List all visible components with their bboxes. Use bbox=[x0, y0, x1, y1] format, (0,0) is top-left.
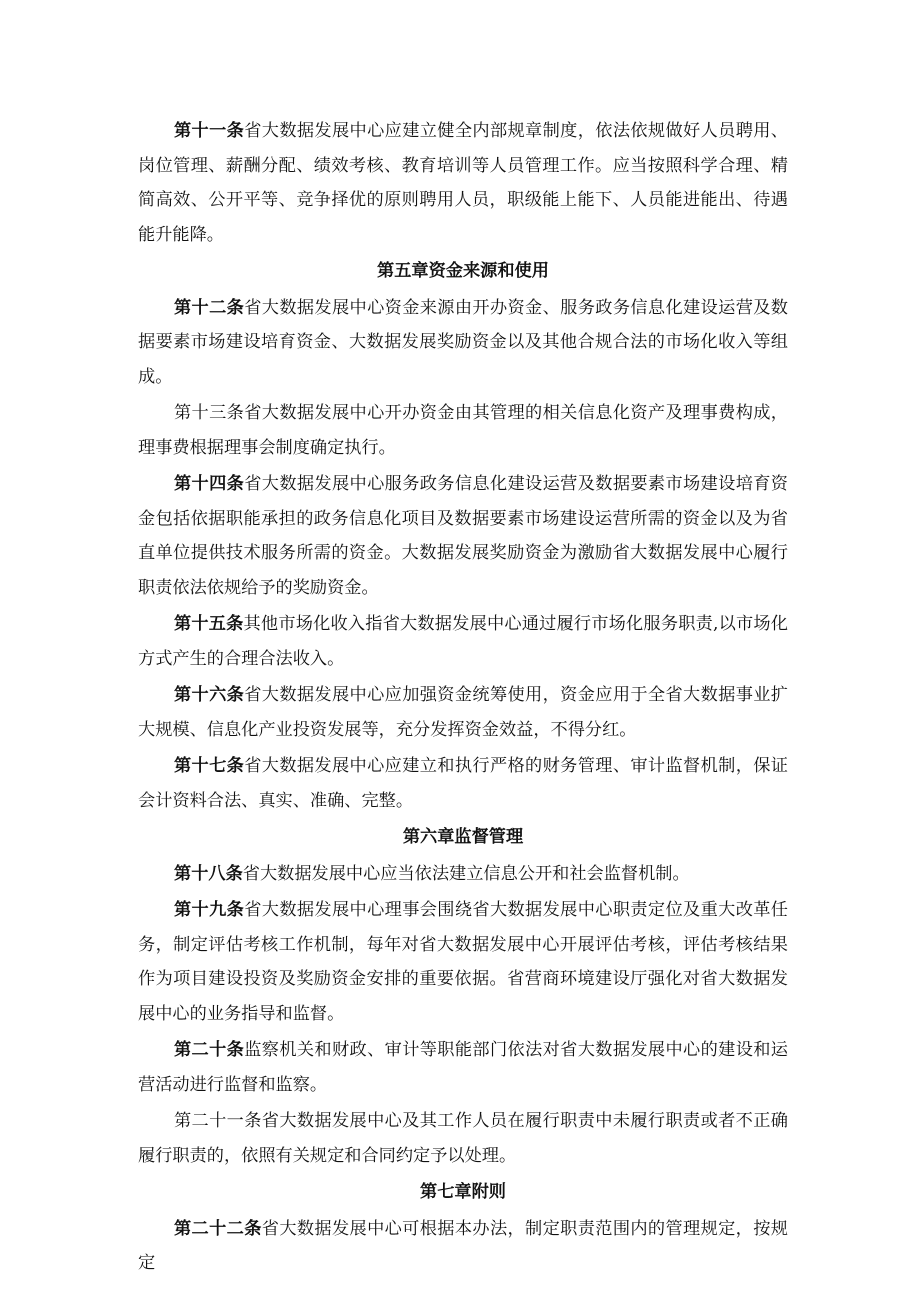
article-14 bbox=[138, 467, 788, 605]
article-text: 省大数据发展中心及其工作人员在履行职责中未履行职责或者不正确履行职责的，依照有关规定和合同约定予以处理。 bbox=[138, 1111, 788, 1166]
article-text: 省大数据发展中心可根据本办法，制定职责范围内的管理规定，按规定 bbox=[138, 1218, 788, 1273]
article-number: 第十一条 bbox=[174, 121, 245, 141]
article-number: 第十七条 bbox=[174, 756, 245, 776]
chapter-6-heading: 第六章监督管理 bbox=[402, 827, 524, 847]
article-text: 省大数据发展中心理事会围绕省大数据发展中心职责定位及重大改革任务，制定评估考核工作机制，每年对省大数据发展中心开展评估考核，评估考核结果作为项目建设投资及奖励资金安排的重要依据。省营商环境建设厅强化对省大数据发展中心的业务指导和监督。 bbox=[138, 900, 788, 1024]
article-number: 第十九条 bbox=[174, 900, 245, 920]
article-number: 第十五条 bbox=[174, 614, 244, 634]
article-number: 第二十一条 bbox=[174, 1111, 262, 1131]
article-19 bbox=[138, 893, 788, 1031]
document-body bbox=[138, 114, 788, 1283]
article-17 bbox=[138, 749, 788, 818]
chapter-7-heading: 第七章附则 bbox=[420, 1182, 506, 1202]
article-13 bbox=[138, 396, 788, 465]
article-text: 省大数据发展中心应加强资金统筹使用，资金应用于全省大数据事业扩大规模、信息化产业投资发展等，充分发挥资金效益，不得分红。 bbox=[138, 685, 788, 740]
article-18 bbox=[138, 857, 788, 892]
article-number: 第十三条 bbox=[174, 403, 245, 423]
article-11 bbox=[138, 114, 788, 252]
article-text: 省大数据发展中心应建立和执行严格的财务管理、审计监督机制，保证会计资料合法、真实、准确、完整。 bbox=[138, 756, 788, 811]
chapter-5-heading: 第五章资金来源和使用 bbox=[377, 261, 549, 281]
article-text: 其他市场化收入指省大数据发展中心通过履行市场化服务职责,以市场化方式产生的合理合法收入。 bbox=[138, 614, 788, 669]
article-16 bbox=[138, 678, 788, 747]
article-text: 省大数据发展中心应建立健全内部规章制度，依法依规做好人员聘用、岗位管理、薪酬分配、绩效考核、教育培训等人员管理工作。应当按照科学合理、精简高效、公开平等、竞争择优的原则聘用人员，职级能上能下、人员能进能出、待遇能升能降。 bbox=[138, 121, 788, 245]
article-text: 省大数据发展中心资金来源由开办资金、服务政务信息化建设运营及数据要素市场建设培育资金、大数据发展奖励资金以及其他合规合法的市场化收入等组成。 bbox=[138, 297, 788, 387]
article-20 bbox=[138, 1033, 788, 1102]
article-number: 第二十二条 bbox=[174, 1218, 262, 1239]
article-text: 省大数据发展中心服务政务信息化建设运营及数据要素市场建设培育资金包括依据职能承担的政务信息化项目及数据要素市场建设运营所需的资金以及为省直单位提供技术服务所需的资金。大数据发展奖励资金为激励省大数据发展中心履行职责依法依规给予的奖励资金。 bbox=[138, 474, 788, 598]
article-number: 第十八条 bbox=[174, 863, 243, 884]
article-number: 第十四条 bbox=[174, 474, 245, 494]
article-number: 第十二条 bbox=[174, 297, 245, 318]
article-text: 省大数据发展中心应当依法建立信息公开和社会监督机制。 bbox=[242, 863, 690, 884]
article-21 bbox=[138, 1104, 788, 1173]
article-number: 第十六条 bbox=[174, 685, 245, 705]
article-22 bbox=[138, 1212, 788, 1281]
article-text: 省大数据发展中心开办资金由其管理的相关信息化资产及理事费构成，理事费根据理事会制度确定执行。 bbox=[138, 403, 788, 458]
article-text: 监察机关和财政、审计等职能部门依法对省大数据发展中心的建设和运营活动进行监督和监察。 bbox=[138, 1040, 788, 1095]
article-15 bbox=[138, 607, 788, 676]
article-12 bbox=[138, 291, 788, 395]
article-number: 第二十条 bbox=[174, 1040, 245, 1060]
